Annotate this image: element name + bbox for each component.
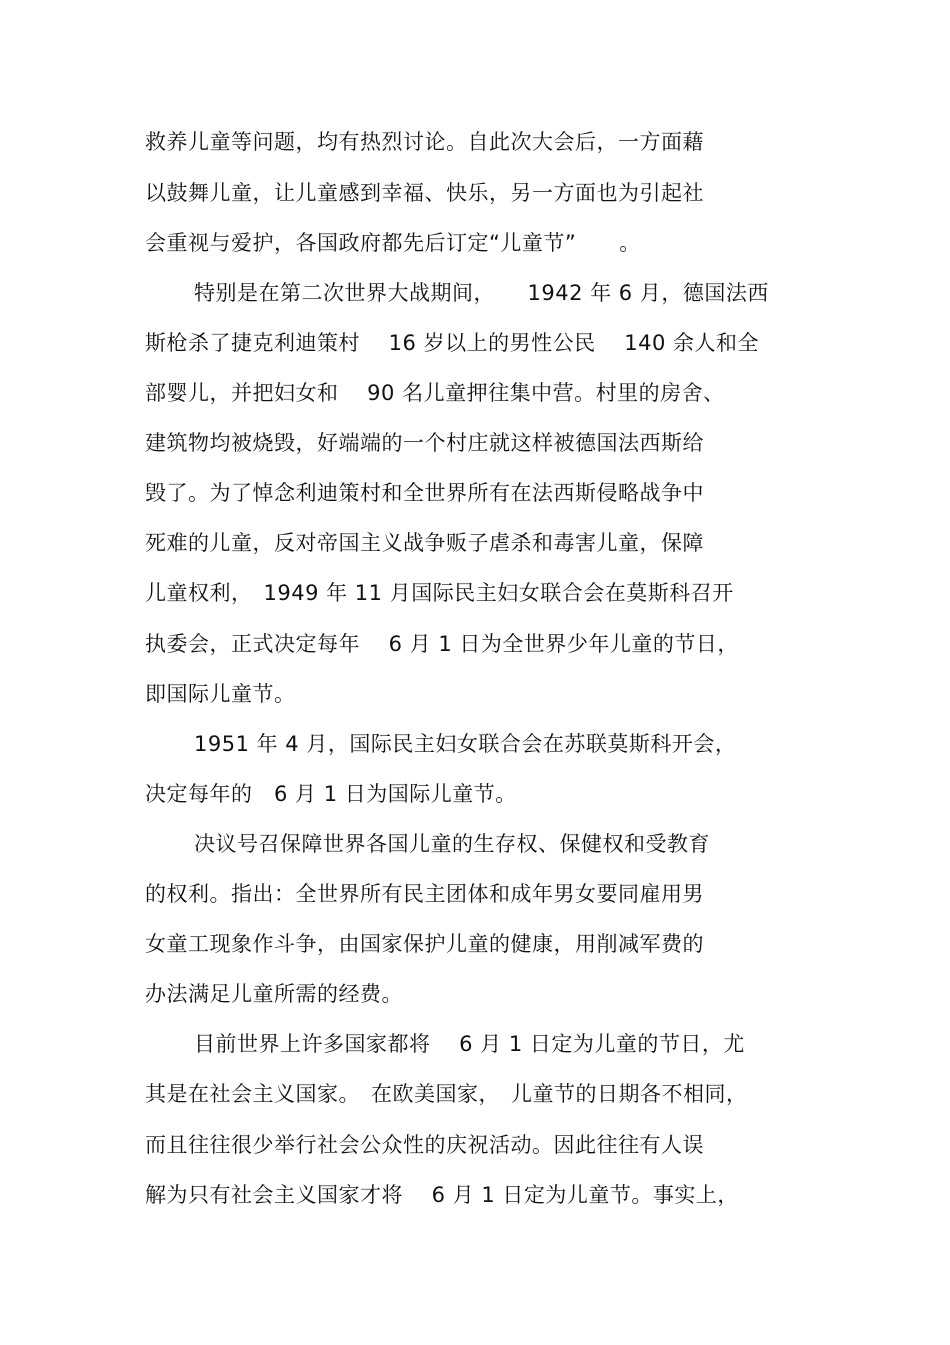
text-line: 而且往往很少举行社会公众性的庆祝活动。因此往往有人误 xyxy=(145,1133,704,1157)
text-line: 死难的儿童，反对帝国主义战争贩子虐杀和毒害儿童，保障 xyxy=(145,531,704,555)
paragraph-start-line: 目前世界上许多国家都将 6 月 1 日定为儿童的节日，尤 xyxy=(194,1032,745,1056)
text-line: 斯枪杀了捷克利迪策村 16 岁以上的男性公民 140 余人和全 xyxy=(145,331,760,355)
text-line: 决定每年的 6 月 1 日为国际儿童节。 xyxy=(145,782,517,806)
text-line: 解为只有社会主义国家才将 6 月 1 日定为儿童节。事实上， xyxy=(145,1183,739,1207)
paragraph-start-line: 特别是在第二次世界大战期间， 1942 年 6 月，德国法西 xyxy=(194,281,769,305)
text-line: 女童工现象作斗争，由国家保护儿童的健康，用削减军费的 xyxy=(145,932,704,956)
text-line: 的权利。指出：全世界所有民主团体和成年男女要同雇用男 xyxy=(145,882,704,906)
text-line: 执委会，正式决定每年 6 月 1 日为全世界少年儿童的节日， xyxy=(145,632,739,656)
text-line: 即国际儿童节。 xyxy=(145,682,296,706)
text-line: 儿童权利， 1949 年 11 月国际民主妇女联合会在莫斯科召开 xyxy=(145,581,734,605)
text-line: 建筑物均被烧毁，好端端的一个村庄就这样被德国法西斯给 xyxy=(145,431,704,455)
text-line: 救养儿童等问题，均有热烈讨论。自此次大会后，一方面藉 xyxy=(145,130,704,154)
text-line: 部婴儿，并把妇女和 90 名儿童押往集中营。村里的房舍、 xyxy=(145,381,725,405)
text-line: 以鼓舞儿童，让儿童感到幸福、快乐，另一方面也为引起社 xyxy=(145,181,704,205)
paragraph-start-line: 决议号召保障世界各国儿童的生存权、保健权和受教育 xyxy=(194,832,710,856)
text-line: 其是在社会主义国家。 在欧美国家， 儿童节的日期各不相同， xyxy=(145,1082,748,1106)
paragraph-start-line: 1951 年 4 月，国际民主妇女联合会在苏联莫斯科开会， xyxy=(194,732,737,756)
text-line: 毁了。为了悼念利迪策村和全世界所有在法西斯侵略战争中 xyxy=(145,481,704,505)
text-line: 办法满足儿童所需的经费。 xyxy=(145,982,403,1006)
text-line: 会重视与爱护，各国政府都先后订定“儿童节” 。 xyxy=(145,231,641,255)
